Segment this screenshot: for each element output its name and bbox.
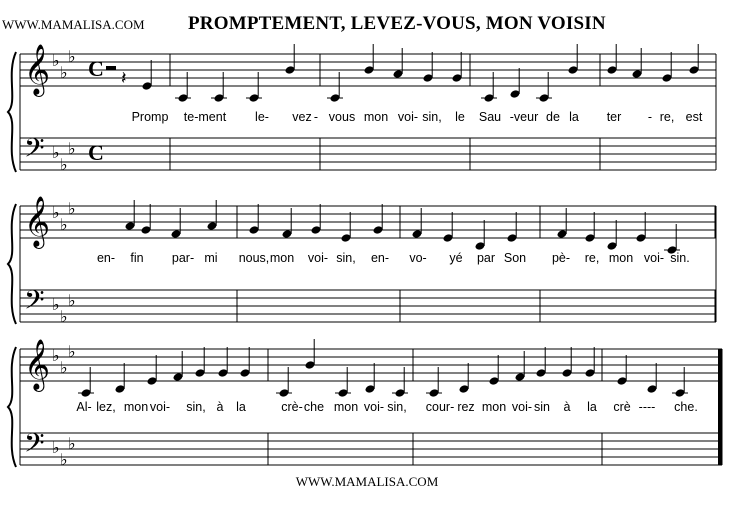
lyric-syllable: Al- bbox=[76, 400, 92, 414]
lyric-syllable: sin, bbox=[422, 110, 442, 124]
lyric-syllable: mon bbox=[333, 400, 359, 414]
flat-icon: ♭ bbox=[52, 297, 60, 314]
lyric-syllable: voi- bbox=[307, 251, 329, 265]
flat-icon: ♭ bbox=[60, 157, 68, 174]
lyric-syllable: che bbox=[303, 400, 325, 414]
flat-icon: ♭ bbox=[60, 360, 68, 377]
lyric-syllable: par bbox=[476, 251, 496, 265]
flat-icon: ♭ bbox=[68, 436, 76, 453]
lyric-syllable: crè- bbox=[281, 400, 303, 414]
lyric-syllable: mon bbox=[363, 110, 389, 124]
lyric-syllable: sin. bbox=[670, 251, 690, 265]
site-url-top[interactable]: WWW.MAMALISA.COM bbox=[2, 17, 145, 32]
flat-icon: ♭ bbox=[60, 65, 68, 82]
lyric-syllable: par- bbox=[171, 251, 195, 265]
lyric-syllable: mi bbox=[204, 251, 218, 265]
lyric-syllable: voi- bbox=[397, 110, 419, 124]
treble-clef-icon: 𝄞 bbox=[24, 339, 51, 390]
flat-icon: ♭ bbox=[60, 452, 68, 469]
lyric-syllable: sin bbox=[534, 400, 550, 414]
lyric-syllable: - bbox=[647, 110, 653, 124]
lyric-syllable: à bbox=[563, 400, 571, 414]
bass-clef-icon: 𝄢 bbox=[24, 427, 45, 465]
lyric-syllable: Son bbox=[503, 251, 527, 265]
lyric-syllable: cour- bbox=[425, 400, 455, 414]
lyric-syllable: pè- bbox=[551, 251, 571, 265]
lyric-syllable: mon bbox=[608, 251, 634, 265]
lyric-syllable: sin, bbox=[186, 400, 206, 414]
song-title: PROMPTEMENT, LEVEZ-VOUS, MON VOISIN bbox=[188, 13, 606, 34]
lyric-syllable: Sau bbox=[478, 110, 502, 124]
lyric-syllable: -veur bbox=[509, 110, 539, 124]
bass-clef-icon: 𝄢 bbox=[24, 132, 45, 170]
lyric-syllable: la bbox=[587, 400, 597, 414]
lyric-syllable: Promp bbox=[131, 110, 169, 124]
flat-icon: ♭ bbox=[60, 217, 68, 234]
lyric-syllable: la bbox=[569, 110, 579, 124]
lyric-syllable: re, bbox=[584, 251, 600, 265]
lyric-syllable: te-ment bbox=[183, 110, 227, 124]
lyric-syllable: voi- bbox=[149, 400, 171, 414]
lyric-syllable: est bbox=[685, 110, 703, 124]
lyric-syllable: mon bbox=[269, 251, 295, 265]
flat-icon: ♭ bbox=[52, 348, 60, 365]
lyric-syllable: nous, bbox=[238, 251, 270, 265]
flat-icon: ♭ bbox=[52, 145, 60, 162]
lyric-syllable: voi- bbox=[643, 251, 665, 265]
lyric-syllable: fin bbox=[130, 251, 144, 265]
flat-icon: ♭ bbox=[68, 49, 76, 66]
bass-clef-icon: 𝄢 bbox=[24, 284, 45, 322]
system-1 bbox=[8, 44, 716, 174]
lyric-syllable: ter bbox=[606, 110, 622, 124]
quarter-rest-icon: 𝄽 bbox=[121, 68, 127, 88]
flat-icon: ♭ bbox=[60, 309, 68, 326]
lyric-syllable: - bbox=[313, 110, 319, 124]
flat-icon: ♭ bbox=[52, 440, 60, 457]
lyric-syllable: la bbox=[236, 400, 246, 414]
brace bbox=[8, 204, 16, 324]
final-barline bbox=[718, 349, 722, 465]
lyric-syllable: ---- bbox=[638, 400, 656, 414]
flat-icon: ♭ bbox=[52, 205, 60, 222]
lyric-syllable: vez bbox=[292, 110, 312, 124]
lyric-syllable: voi- bbox=[511, 400, 533, 414]
brace bbox=[8, 347, 16, 467]
lyric-syllable: mon bbox=[123, 400, 149, 414]
lyric-syllable: sin, bbox=[387, 400, 407, 414]
lyric-syllable: le bbox=[455, 110, 465, 124]
flat-icon: ♭ bbox=[68, 293, 76, 310]
lyric-syllable: lez, bbox=[96, 400, 116, 414]
treble-clef-icon: 𝄞 bbox=[24, 44, 51, 95]
lyric-syllable: en- bbox=[370, 251, 390, 265]
lyric-syllable: voi- bbox=[363, 400, 385, 414]
flat-icon: ♭ bbox=[68, 344, 76, 361]
lyric-syllable: en- bbox=[96, 251, 116, 265]
lyric-syllable: mon bbox=[481, 400, 507, 414]
half-rest-icon bbox=[106, 66, 116, 70]
system-2 bbox=[8, 196, 716, 326]
treble-clef-icon: 𝄞 bbox=[24, 196, 51, 247]
lyric-syllable: vous bbox=[328, 110, 356, 124]
flat-icon: ♭ bbox=[52, 53, 60, 70]
lyric-syllable: che. bbox=[674, 400, 698, 414]
flat-icon: ♭ bbox=[68, 201, 76, 218]
lyric-syllable: crè bbox=[613, 400, 631, 414]
common-time-icon: C bbox=[88, 140, 104, 165]
lyric-syllable: sin, bbox=[336, 251, 356, 265]
lyric-syllable: vo- bbox=[409, 251, 427, 265]
site-url-bottom[interactable]: WWW.MAMALISA.COM bbox=[295, 474, 439, 489]
lyric-syllable: de bbox=[546, 110, 560, 124]
lyric-syllable: le- bbox=[255, 110, 269, 124]
lyric-syllable: rez bbox=[457, 400, 475, 414]
lyric-syllable: re, bbox=[659, 110, 675, 124]
common-time-icon: C bbox=[88, 56, 104, 81]
brace bbox=[8, 52, 16, 172]
flat-icon: ♭ bbox=[68, 141, 76, 158]
lyric-syllable: à bbox=[216, 400, 224, 414]
lyric-syllable: yé bbox=[449, 251, 463, 265]
system-3 bbox=[8, 339, 722, 469]
